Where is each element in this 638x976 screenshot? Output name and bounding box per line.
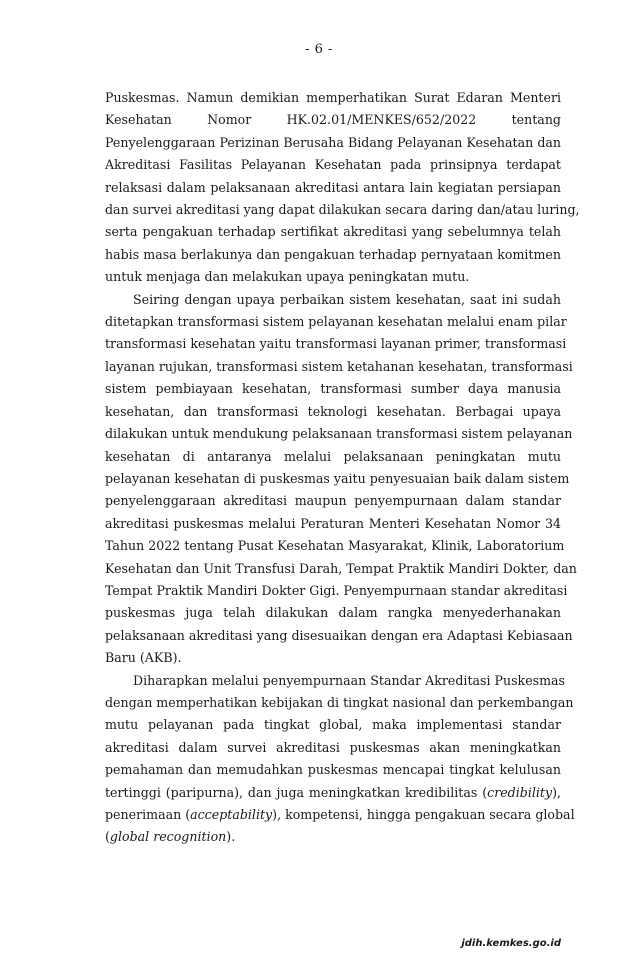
paragraph-3: [105, 670, 575, 849]
text-line: akreditasi dalam survei akreditasi puskesmas akan meningkatkan: [105, 739, 561, 755]
text-line: Penyelenggaraan Perizinan Berusaha Bidang Pelayanan Kesehatan dan: [105, 134, 561, 150]
emphasis-acceptability: acceptability: [190, 807, 273, 822]
text-line: kesehatan di antaranya melalui pelaksanaan peningkatan mutu: [105, 448, 561, 464]
text-line: serta pengakuan terhadap sertifikat akreditasi yang sebelumnya telah: [105, 224, 561, 240]
text-run: ), kompetensi, hingga pengakuan secara global: [272, 807, 575, 822]
text-line: Tempat Praktik Mandiri Dokter Gigi. Penyempurnaan standar akreditasi: [105, 582, 568, 598]
text-run: penerimaan (: [105, 807, 191, 822]
text-line: puskesmas juga telah dilakukan dalam rangka menyederhanakan: [105, 605, 561, 621]
text-line: layanan rujukan, transformasi sistem ketahanan kesehatan, transformasi: [105, 358, 573, 374]
text-run: ).: [226, 829, 236, 845]
emphasis-global-recognition: global recognition: [109, 829, 227, 845]
emphasis-credibility: credibility: [487, 784, 553, 800]
text-line: mutu pelayanan pada tingkat global, maka implementasi standar: [105, 717, 561, 733]
text-line: pelaksanaan akreditasi yang disesuaikan dengan era Adaptasi Kebiasaan: [105, 627, 573, 643]
text-line: Puskesmas. Namun demikian memperhatikan Surat Edaran Menteri: [105, 90, 561, 105]
text-line: transformasi kesehatan yaitu transformasi layanan primer, transformasi: [105, 336, 567, 352]
text-run: tertinggi (paripurna), dan juga meningkatkan kredibilitas (: [105, 784, 488, 800]
page-number: - 6 -: [305, 42, 333, 57]
text-line: Tahun 2022 tentang Pusat Kesehatan Masyarakat, Klinik, Laboratorium: [105, 538, 565, 554]
paragraph-1: [105, 87, 580, 289]
text-line: pemahaman dan memudahkan puskesmas mencapai tingkat kelulusan: [105, 762, 561, 778]
text-line: habis masa berlakunya dan pengakuan terhadap pernyataan komitmen: [105, 246, 561, 262]
text-line: Akreditasi Fasilitas Pelayanan Kesehatan pada prinsipnya terdapat: [105, 157, 561, 173]
text-line: Baru (AKB).: [105, 650, 182, 666]
paragraph-2: [105, 289, 577, 670]
text-line: dengan memperhatikan kebijakan di tingkat nasional dan perkembangan: [105, 694, 574, 710]
text-line: Kesehatan dan Unit Transfusi Darah, Tempat Praktik Mandiri Dokter, dan: [105, 560, 577, 576]
text-line: Kesehatan Nomor HK.02.01/MENKES/652/2022 tentang: [105, 112, 561, 128]
text-line: dilakukan untuk mendukung pelaksanaan transformasi sistem pelayanan: [105, 426, 573, 442]
text-line: dan survei akreditasi yang dapat dilakukan secara daring dan/atau luring,: [105, 202, 580, 218]
text-run: (: [105, 829, 110, 845]
footer-url: jdih.kemkes.go.id: [461, 938, 561, 949]
text-line: [105, 826, 561, 848]
text-line: pelayanan kesehatan di puskesmas yaitu penyesuaian baik dalam sistem: [105, 470, 570, 486]
text-line: Diharapkan melalui penyempurnaan Standar Akreditasi Puskesmas: [133, 672, 566, 688]
text-line: ditetapkan transformasi sistem pelayanan kesehatan melalui enam pilar: [105, 314, 567, 330]
text-line: sistem pembiayaan kesehatan, transformasi sumber daya manusia: [105, 381, 561, 397]
text-line: akreditasi puskesmas melalui Peraturan Menteri Kesehatan Nomor 34: [105, 515, 561, 531]
text-line: [105, 804, 575, 826]
text-line: untuk menjaga dan melakukan upaya peningkatan mutu.: [105, 269, 470, 285]
text-run: ),: [552, 784, 561, 800]
text-line: kesehatan, dan transformasi teknologi kesehatan. Berbagai upaya: [105, 403, 561, 419]
text-line: relaksasi dalam pelaksanaan akreditasi antara lain kegiatan persiapan: [105, 179, 561, 195]
text-line: penyelenggaraan akreditasi maupun penyempurnaan dalam standar: [105, 493, 561, 509]
text-line: [105, 782, 561, 804]
document-body: [105, 87, 580, 849]
text-line: Seiring dengan upaya perbaikan sistem kesehatan, saat ini sudah: [133, 291, 561, 307]
